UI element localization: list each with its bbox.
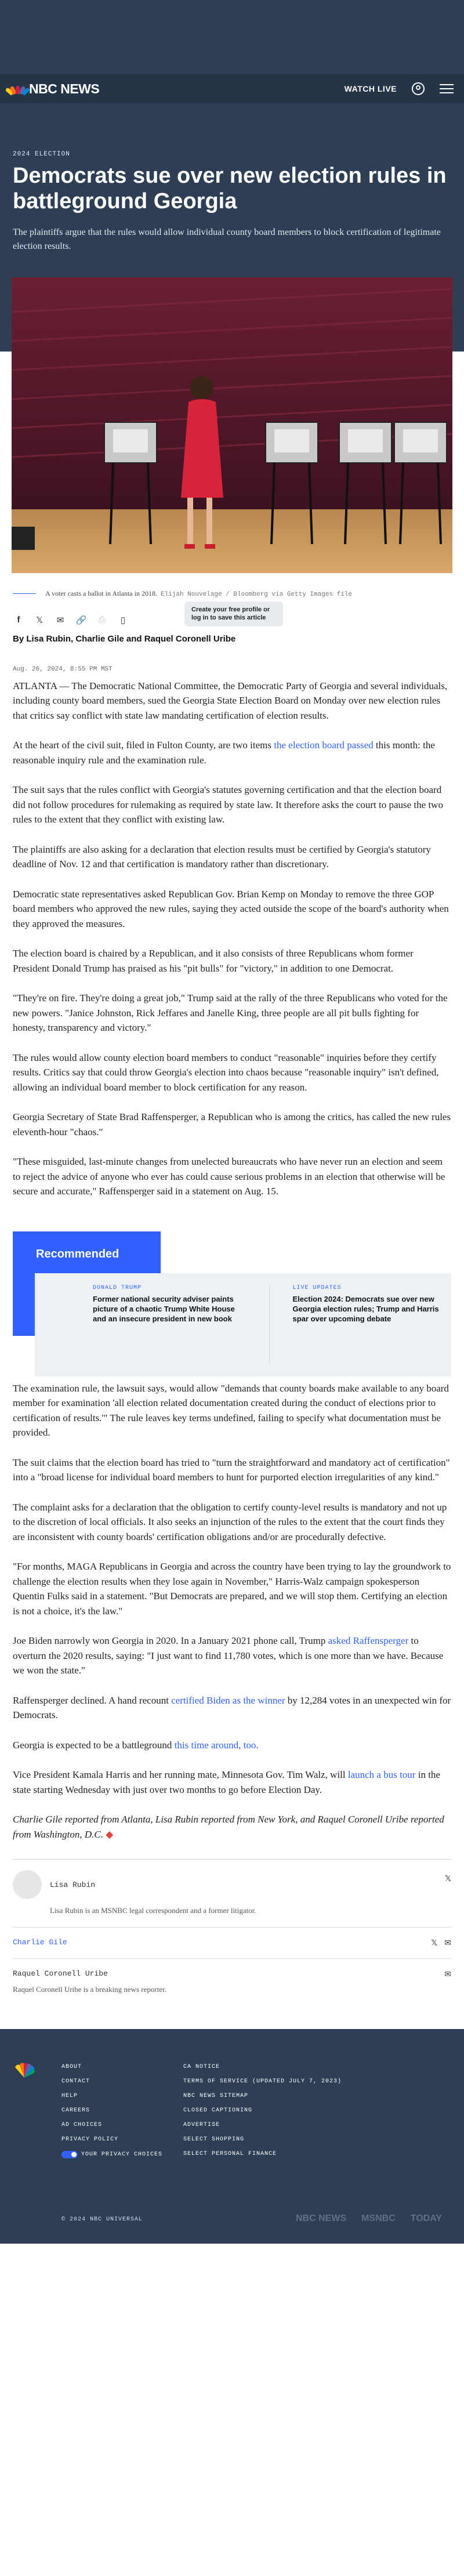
bookmark-icon[interactable]: ▯ [120,615,126,625]
author-bio: Raquel Coronell Uribe is a breaking news reporter. [13,1985,166,1994]
paragraph: Georgia is expected to be a battleground this time around, too. [13,1739,259,1751]
footer-link-about[interactable]: ABOUT [61,2064,82,2071]
publish-timestamp: Aug. 26, 2024, 8:55 PM MST [13,665,113,673]
peacock-icon [13,2063,36,2079]
paragraph: "These misguided, last-minute changes from unelected bureaucrats who have never run an election and seem to reject the advice of anyone who ever has could cause serious problems in an election that otherwise will be secure and accurate," Raffensperger said in a statement on Aug. 15. [13,1156,445,1197]
footer-link-careers[interactable]: CAREERS [61,2107,90,2114]
photo-credit: Elijah Nouvelage / Bloomberg via Getty Images file [160,590,353,598]
author-name[interactable]: Charlie Gile [13,1938,67,1947]
paragraph: The plaintiffs are also asking for a declaration that election results must be certified by Georgia's statutory deadline of Nov. 12 and that certification is mandatory rather than discretionary. [13,843,431,870]
footer-link-closed-captioning[interactable]: CLOSED CAPTIONING [183,2107,253,2114]
paragraph: "For months, MAGA Republicans in Georgia and across the country have been trying to lay the groundwork to challenge the election results when they lose again in November," Harris-Walz campaign spokesperson Quentin Fulks said in a statement. "But Democrats are prepared, and we will stop them. Certifying an election is not a choice, it's the law." [13,1561,451,1617]
paragraph: The suit says that the rules conflict with Georgia's statutes governing certification and that the election board did not follow procedures for rulemaking as required by state law. It therefore asks the court to pause the two rules to the extent that they conflict with existing law. [13,784,443,825]
caption-rule [13,593,36,594]
inline-link[interactable]: certified Biden as the winner [171,1694,285,1706]
menu-icon[interactable] [440,84,454,93]
brand-msnbc[interactable]: MSNBC [361,2213,396,2224]
article-kicker[interactable]: 2024 ELECTION [13,151,70,158]
nbc-news-logo[interactable] [10,81,99,97]
x-twitter-icon[interactable]: 𝕏 [430,1938,438,1948]
footer-link-advertise[interactable]: ADVERTISE [183,2122,220,2129]
copyright: © 2024 NBC UNIVERSAL [61,2216,143,2223]
brand-today[interactable]: TODAY [410,2213,442,2224]
inline-link[interactable]: the election board passed [274,740,374,751]
paragraph: At the heart of the civil suit, filed in Fulton County, are two items the election board passed this month: the reasonable inquiry rule and the examination rule. [13,740,435,766]
author-bio: Lisa Rubin is an MSNBC legal correspondent and a former litigator. [50,1906,256,1915]
email-icon[interactable]: ✉ [444,1938,451,1948]
footer-link-ca-notice[interactable]: CA NOTICE [183,2064,220,2071]
footer-link-ad-choices[interactable]: AD CHOICES [61,2122,103,2129]
author-card [13,1859,451,1927]
paragraph: The suit claims that the election board has tried to "turn the straightforward and mandatory act of certification" into a "broad license for individual board members to hunt for purported election irregularities of any kind." [13,1457,450,1483]
voter-photo-illustration [12,277,452,573]
footer-column [183,2064,346,2158]
footer-link-select-shopping[interactable]: SELECT SHOPPING [183,2136,245,2143]
byline: By Lisa Rubin, Charlie Gile and Raquel Coronell Uribe [13,633,236,644]
brand-links [296,2213,442,2224]
paragraph: The election board is chaired by a Republican, and it also consists of three Republicans whom former President Donald Trump has praised as his "pit bulls" for "victory," in addition to one Democrat. [13,948,414,974]
paragraph: "They're on fire. They're doing a great job," Trump said at the rally of the three Republicans who voted for the new powers. "Janice Johnston, Rick Jeffares and Janelle King, three people are all pit bulls fighting for honesty, transparency and victory." [13,992,448,1034]
article-body [0,673,464,1199]
peacock-icon [10,84,26,94]
recommended-card[interactable] [293,1285,446,1365]
inline-link[interactable]: this time around, too. [174,1739,259,1751]
privacy-choices-link[interactable]: YOUR PRIVACY CHOICES [61,2151,183,2158]
email-icon[interactable]: ✉ [444,1969,451,1979]
footer-column [61,2064,183,2158]
footer-link-sitemap[interactable]: NBC NEWS SITEMAP [183,2093,249,2100]
author-name[interactable]: Lisa Rubin [50,1880,96,1889]
facebook-icon[interactable]: f [17,615,20,625]
paragraph: Vice President Kamala Harris and her running mate, Minnesota Gov. Tim Walz, will launch a bus tour in the state starting Wednesday with just over two months to go before Election Day. [13,1769,440,1795]
article-body-continued [0,1375,464,1842]
paragraph: The rules would allow county election board members to conduct "reasonable" inquiries before they certify results. Critics say that could throw Georgia's election into chaos because "reasonable inquiry" isn't defined, allowing an individual board member to block certification for any reason. [13,1052,439,1093]
paragraph: Georgia Secretary of State Brad Raffensperger, a Republican who is among the critics, has called the new rules eleventh-hour "chaos." [13,1111,451,1137]
card-title[interactable]: Former national security adviser paints picture of a chaotic Trump White House and an insecure president in new book [93,1294,235,1323]
site-header [0,74,464,103]
card-title[interactable]: Election 2024: Democrats sue over new Georgia election rules; Trump and Harris spar over upcoming debate [292,1294,439,1323]
article-title: Democrats sue over new election rules in battleground Georgia [13,164,447,213]
email-icon[interactable]: ✉ [56,615,64,625]
card-tag: DONALD TRUMP [93,1284,142,1291]
recommended-module [13,1231,451,1336]
privacy-toggle-icon [61,2151,78,2158]
paragraph: The complaint asks for a declaration that the obligation to certify county-level results is mandatory and not up to the discretion of local officials. It also seeks an injunction of the rules to the extent that the court finds they are inconsistent with county boards' certification obligations and/or are procedurally defective. [13,1501,447,1542]
watch-live-link[interactable]: WATCH LIVE [344,84,397,93]
top-banner [0,0,464,96]
inline-link[interactable]: asked Raffensperger [328,1635,409,1647]
footer-link-privacy-policy[interactable]: PRIVACY POLICY [61,2136,119,2143]
recommended-heading: Recommended [13,1231,161,1336]
footer-link-help[interactable]: HELP [61,2093,78,2100]
inline-link[interactable]: launch a bus tour [347,1769,416,1781]
card-divider [269,1285,270,1365]
paragraph: The examination rule, the lawsuit says, would allow "demands that county boards make available to any board member for examination 'all election related documentation created during the conduct of elections prior to certification of results.'" The rule leaves key terms undefined, failing to specify what documentation must be provided. [13,1382,449,1439]
brand-nbc-news[interactable]: NBC NEWS [295,2213,347,2224]
lead-photo [12,277,452,573]
share-bar [0,598,464,626]
card-tag: LIVE UPDATES [292,1284,342,1291]
author-card [13,1927,451,1958]
x-twitter-icon[interactable]: 𝕏 [444,1874,451,1883]
save-article-tooltip: Create your free profile or log in to save this article [184,602,283,627]
reporting-note: Charlie Gile reported from Atlanta, Lisa Rubin reported from New York, and Raquel Coronell Uribe reported from Washington, D.C. ◆ [13,1814,444,1840]
footer-link-contact[interactable]: CONTACT [61,2078,90,2085]
photo-caption: A voter casts a ballot in Atlanta in 2018. Elijah Nouvelage / Bloomberg via Getty Images file [45,589,353,598]
peacock-icon: ◆ [106,1828,114,1840]
site-footer [0,2029,464,2244]
copy-link-icon[interactable]: 🔗 [75,615,87,625]
author-bios [13,1859,451,2006]
paragraph: Raffensperger declined. A hand recount certified Biden as the winner by 12,284 votes in an unexpected win for Democrats. [13,1694,451,1721]
paragraph: ATLANTA — The Democratic National Committee, the Democratic Party of Georgia and several individuals, including county board members, sued the Georgia State Election Board on Monday over new election rules that critics say conflict with state law mandating certification of election results. [13,680,448,721]
user-icon[interactable] [412,82,425,95]
footer-link-select-finance[interactable]: SELECT PERSONAL FINANCE [183,2151,277,2158]
recommended-card[interactable] [93,1285,246,1365]
article-dek: The plaintiffs argue that the rules would allow individual county board members to block certification of legitimate election results. [13,227,441,251]
x-twitter-icon[interactable]: 𝕏 [35,615,44,625]
footer-link-terms[interactable]: TERMS OF SERVICE (UPDATED JULY 7, 2023) [183,2078,342,2085]
avatar [13,1870,42,1899]
print-icon[interactable]: ⎙ [98,615,106,625]
paragraph: Democratic state representatives asked Republican Gov. Brian Kemp on Monday to remove the three GOP board members who approved the new rules, saying they acted outside the scope of the board's authority when they approved the measures. [13,888,449,929]
author-name[interactable]: Raquel Coronell Uribe [13,1969,108,1979]
author-card [13,1958,451,2006]
paragraph: Joe Biden narrowly won Georgia in 2020. In a January 2021 phone call, Trump asked Raffensperger to overturn the 2020 results, saying: "I just want to find 11,780 votes, which is one more than we have. Because we won the state." [13,1635,444,1676]
logo-text: NBC NEWS [29,81,100,96]
